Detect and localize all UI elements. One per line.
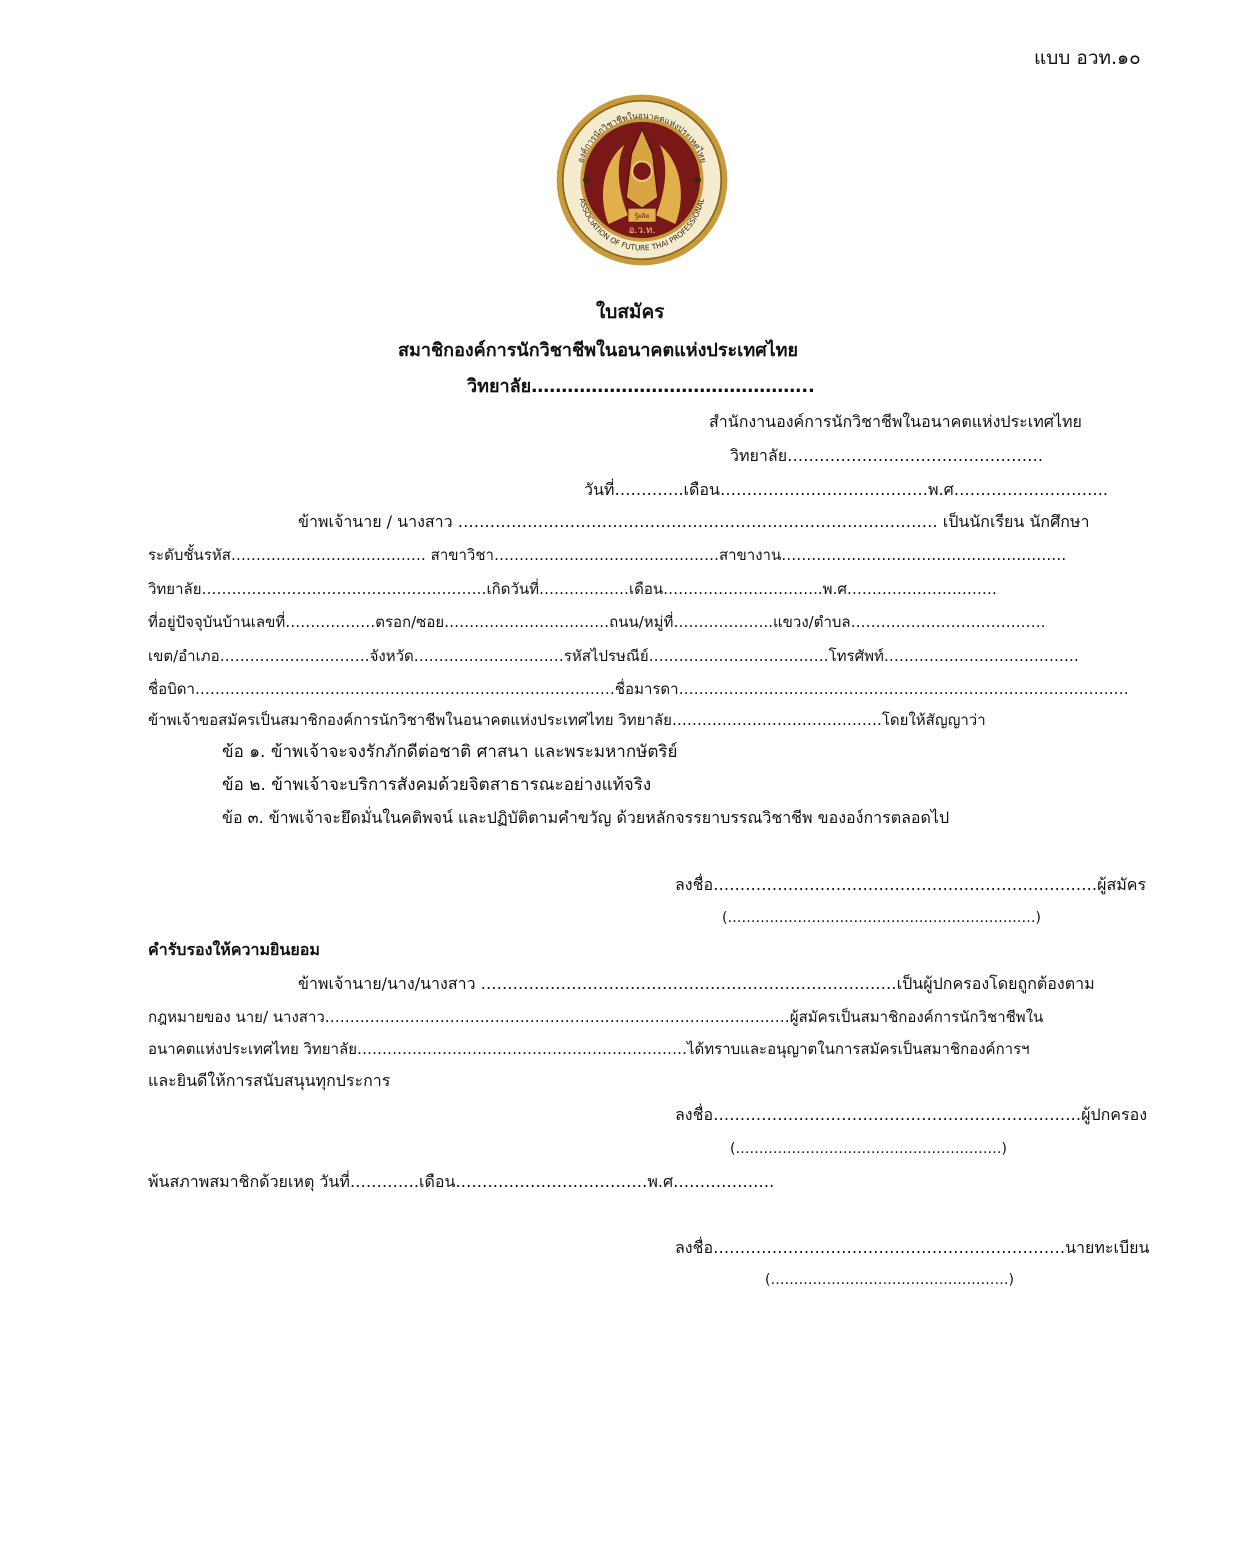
applicant-line-2: ระดับชั้นรหัส………………………………… สาขาวิชา………………………………………สาขางาน………………………………………………… [148,546,1067,564]
applicant-line-1: ข้าพเจ้านาย / นางสาว ……………………………………………………………………………… เป็นนักเรียน นักศึกษา [298,512,1090,531]
registrar-signature-line: ลงชื่อ…………………………………………………………นายทะเบียน [675,1238,1150,1257]
title-line-3: วิทยาลัย……………………………………….. [467,376,815,397]
applicant-signature-line: ลงชื่อ………………………………………………………………ผู้สมัคร [675,875,1147,894]
form-code: แบบ อวท.๑๐ [1034,47,1141,69]
guardian-signature-name: (…………………………………………………) [730,1141,1007,1157]
office-college: วิทยาลัย………………………………………… [730,446,1044,465]
applicant-line-3: วิทยาลัย…………………………………………………เกิดวันที่………………เดือน…………………………..พ.ศ………………………… [148,580,997,598]
seal-abbr: อ.ว.ท. [628,224,656,236]
promise-3: ข้อ ๓. ข้าพเจ้าจะยึดมั่นในคติพจน์ และปฏิบัติตามคำขวัญ ด้วยหลักจรรยาบรรณวิชาชีพ ขององ์การตลอดไป [222,808,950,827]
consent-line-2: กฎหมายของ นาย/ นางสาว…………………………………………………………………………………ผู้สมัครเป็นสมาชิกองค์การนักวิชาชีพใน [148,1008,1044,1026]
title-line-2: สมาชิกองค์การนักวิชาชีพในอนาคตแห่งประเทศไทย [398,340,799,361]
consent-line-4: และยินดีให้การสนับสนุนทุกประการ [148,1071,391,1090]
organization-seal-icon [554,92,730,268]
office-name: สำนักงานองค์การนักวิชาชีพในอนาคตแห่งประเทศไทย [709,412,1082,431]
guardian-signature-line: ลงชื่อ……………………………………………………………ผู้ปกครอง [675,1105,1148,1124]
applicant-line-7: ข้าพเจ้าขอสมัครเป็นสมาชิกองค์การนักวิชาชีพในอนาคตแห่งประเทศไทย วิทยาลัย……………………………………โดยให้สัญญาว่า [148,711,986,729]
applicant-line-5: เขต/อำเภอ…………………………จังหวัด…………………………รหัสไปรษณีย์………………………………โทรศัพท์………………………………… [148,647,1079,665]
seal-bottom-text: ASSOCIATION OF FUTURE THAI PROFESSIONAL [577,197,707,253]
termination-line: พ้นสภาพสมาชิกด้วยเหตุ วันที่………….เดือน………………………………พ.ศ………………. [148,1172,775,1191]
seal-top-text: องค์การนักวิชาชีพในอนาคตแห่งประเทศไทย [574,110,710,165]
consent-line-1: ข้าพเจ้านาย/นาง/นางสาว ……………………………………………………………………เป็นผู้ปกครองโดยถูกต้องตาม [298,974,1095,993]
seal-motto: รู้ผลิต [634,212,650,220]
registrar-signature-name: (……………………………………………) [765,1272,1014,1288]
applicant-line-4: ที่อยู่ปัจจุบันบ้านเลขที่………………ตรอก/ซอย……………………………ถนน/หมู่ที่………………..แขวง/ตำบล………………………………… [148,613,1046,631]
consent-line-3: อนาคตแห่งประเทศไทย วิทยาลัย…………………………………………………………ได้ทราบและอนุญาตในการสมัครเป็นสมาชิกองค์การฯ [148,1040,1030,1058]
consent-heading: คำรับรองให้ความยินยอม [148,940,320,959]
promise-2: ข้อ ๒. ข้าพเจ้าจะบริการสังคมด้วยจิตสาธารณะอย่างแท้จริง [222,775,652,795]
title-line-1: ใบสมัคร [596,301,665,323]
application-date: วันที่………….เดือน…………………………………พ.ศ……………………….. [584,480,1108,499]
applicant-signature-name: (…………………………………………………………) [722,910,1041,926]
applicant-line-6: ชื่อบิดา…………………………………………………………………………ชื่อมารดา……………………………………………………………………………… [148,680,1129,698]
promise-1: ข้อ ๑. ข้าพเจ้าจะจงรักภักดีต่อชาติ ศาสนา และพระมหากษัตริย์ [222,742,678,762]
